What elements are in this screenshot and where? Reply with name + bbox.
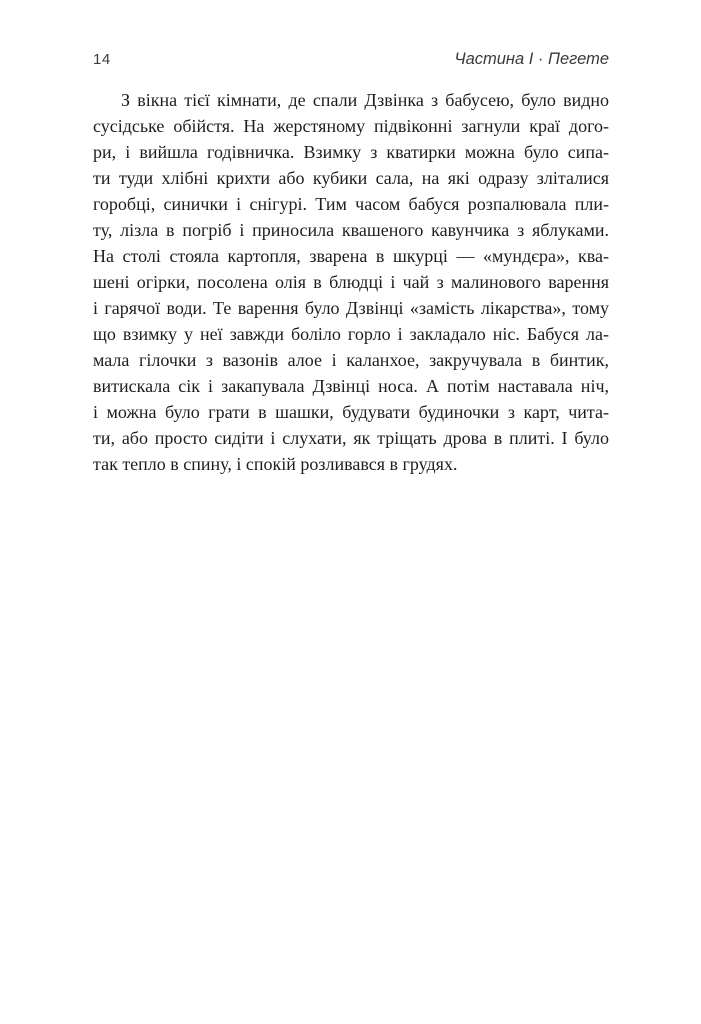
text-line: мала гілочки з вазонів алое і каланхое, закручувала в бинтик, [93,350,609,370]
text-line: і можна було грати в шашки, будувати будиночки з карт, чита- [93,402,609,422]
text-line: На столі стояла картопля, зварена в шкурці — «мундєра», ква- [93,246,609,266]
text-line: що взимку у неї завжди боліло горло і закладало ніс. Бабуся ла- [93,324,609,344]
page-number: 14 [93,51,111,68]
page-header [93,50,609,69]
text-line: ти, або просто сидіти і слухати, як тріщать дрова в плиті. І було [93,428,609,448]
running-header: Частина І · Пегете [454,50,609,68]
text-line: горобці, синички і снігурі. Тим часом бабуся розпалювала пли- [93,194,609,214]
text-line: З вікна тієї кімнати, де спали Дзвінка з бабусею, було видно [121,90,609,110]
text-line: ти туди хлібні крихти або кубики сала, на які одразу зліталися [93,168,609,188]
text-line: і гарячої води. Те варення було Дзвінці «замість лікарства», тому [93,298,609,318]
text-line: так тепло в спину, і спокій розливався в грудях. [93,454,458,474]
body-paragraph [93,87,609,477]
text-line: витискала сік і закапувала Дзвінці носа. А потім наставала ніч, [93,376,609,396]
text-line: ту, лізла в погріб і приносила квашеного кавунчика з яблуками. [93,220,609,240]
text-line: сусідське обійстя. На жерстяному підвіконні загнули краї дого- [93,116,609,136]
text-line: шені огірки, посолена олія в блюдці і чай з малинового варення [93,272,609,292]
text-line: ри, і вийшла годівничка. Взимку з кватирки можна було сипа- [93,142,609,162]
